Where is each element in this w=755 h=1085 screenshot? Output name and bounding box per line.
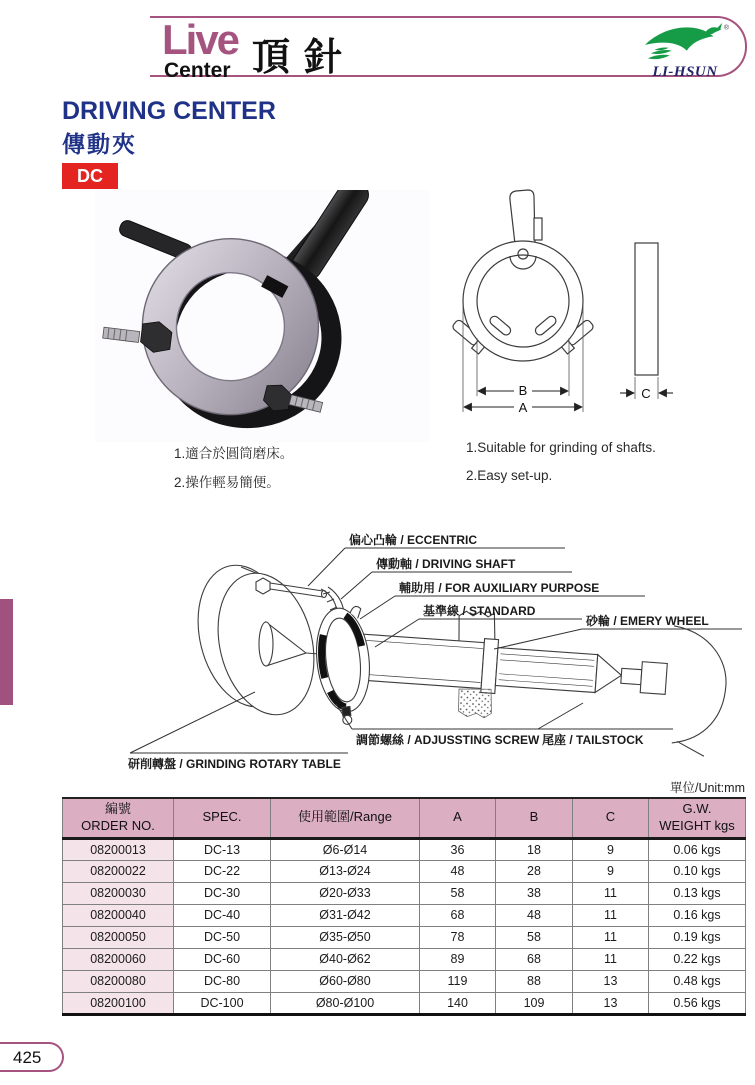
li-hsun-bird-icon (639, 22, 731, 62)
cell-order-no: 08200100 (63, 992, 174, 1014)
table-row (63, 926, 746, 948)
spec-table-wrap (62, 797, 745, 1016)
col-header-a: A (420, 798, 496, 838)
brand-live-text: Live (162, 16, 239, 63)
tailstock-body (666, 626, 730, 747)
cell-weight: 0.48 kgs (649, 970, 746, 992)
cell-spec: DC-100 (174, 992, 271, 1014)
cell-weight: 0.22 kgs (649, 948, 746, 970)
cell-a: 119 (420, 970, 496, 992)
brand-block (162, 18, 238, 80)
cell-b: 18 (496, 838, 573, 860)
feature-cn-2: 2.操作輕易簡便。 (174, 475, 280, 490)
features-en (466, 440, 656, 496)
label-tailstock: 尾座 / TAILSTOCK (542, 733, 644, 747)
label-eccentric: 偏心凸輪 / ECCENTRIC (349, 533, 478, 547)
cell-range: Ø31-Ø42 (271, 904, 420, 926)
cell-order-no: 08200060 (63, 948, 174, 970)
cell-spec: DC-40 (174, 904, 271, 926)
cell-c: 9 (573, 860, 649, 882)
cell-order-no: 08200030 (63, 882, 174, 904)
cell-a: 48 (420, 860, 496, 882)
page-number: 425 (0, 1042, 64, 1072)
cell-weight: 0.10 kgs (649, 860, 746, 882)
cell-weight: 0.16 kgs (649, 904, 746, 926)
cell-b: 109 (496, 992, 573, 1014)
workpiece-shaft (356, 634, 484, 689)
cell-weight: 0.56 kgs (649, 992, 746, 1014)
cell-range: Ø35-Ø50 (271, 926, 420, 948)
center-tip (595, 655, 623, 695)
section-tab-bar (0, 599, 13, 705)
cell-spec: DC-13 (174, 838, 271, 860)
label-emery-wheel: 砂輪 / EMERY WHEEL (586, 614, 709, 628)
cell-a: 78 (420, 926, 496, 948)
cell-b: 48 (496, 904, 573, 926)
label-standard: 基準線 / STANDARD (423, 604, 536, 618)
col-header-c: C (573, 798, 649, 838)
cell-range: Ø80-Ø100 (271, 992, 420, 1014)
col-header-weight: G.W. WEIGHT kgs (649, 798, 746, 838)
dim-label-a: A (518, 400, 528, 415)
registered-mark: ® (724, 24, 729, 32)
cell-c: 11 (573, 904, 649, 926)
cell-spec: DC-80 (174, 970, 271, 992)
label-auxiliary: 輔助用 / FOR AUXILIARY PURPOSE (399, 581, 600, 595)
eccentric-bolt (256, 578, 270, 594)
model-badge: DC (62, 163, 118, 189)
cell-weight: 0.13 kgs (649, 882, 746, 904)
col-header-range: 使用範圍/Range (271, 798, 420, 838)
unit-note: 單位/Unit:mm (669, 781, 745, 795)
brand-center-text: Center (164, 59, 231, 82)
cell-order-no: 08200080 (63, 970, 174, 992)
header-band (150, 16, 747, 82)
cell-range: Ø40-Ø62 (271, 948, 420, 970)
table-row (63, 948, 746, 970)
cell-b: 58 (496, 926, 573, 948)
table-row (63, 970, 746, 992)
side-view-plate (635, 243, 658, 375)
cell-range: Ø13-Ø24 (271, 860, 420, 882)
feature-en-2: 2.Easy set-up. (466, 468, 553, 483)
label-grinding-rotary-table: 研削轉盤 / GRINDING ROTARY TABLE (128, 757, 341, 771)
cell-a: 58 (420, 882, 496, 904)
cell-b: 28 (496, 860, 573, 882)
cell-range: Ø60-Ø80 (271, 970, 420, 992)
col-header-order-no: 編號 ORDER NO. (63, 798, 174, 838)
table-row (63, 860, 746, 882)
label-driving-shaft: 傳動軸 / DRIVING SHAFT (376, 557, 516, 571)
table-row (63, 838, 746, 860)
cell-range: Ø6-Ø14 (271, 838, 420, 860)
cell-b: 88 (496, 970, 573, 992)
cell-a: 36 (420, 838, 496, 860)
cell-spec: DC-50 (174, 926, 271, 948)
driving-center-ring (312, 606, 376, 727)
li-hsun-logo-text: LI-HSUN (652, 64, 718, 80)
cell-order-no: 08200022 (63, 860, 174, 882)
cell-c: 9 (573, 838, 649, 860)
header-title-cn: 頂針 (252, 37, 357, 79)
col-header-b: B (496, 798, 573, 838)
cell-range: Ø20-Ø33 (271, 882, 420, 904)
cell-c: 11 (573, 882, 649, 904)
table-row (63, 904, 746, 926)
cell-order-no: 08200050 (63, 926, 174, 948)
dim-label-b: B (518, 383, 528, 398)
table-row (63, 882, 746, 904)
emery-wheel-grit (457, 687, 493, 718)
cell-a: 68 (420, 904, 496, 926)
cell-c: 11 (573, 926, 649, 948)
cell-order-no: 08200013 (63, 838, 174, 860)
cell-b: 38 (496, 882, 573, 904)
cell-order-no: 08200040 (63, 904, 174, 926)
feature-cn-1: 1.適合於圓筒磨床。 (174, 446, 294, 461)
table-header-row (63, 798, 746, 838)
cell-a: 89 (420, 948, 496, 970)
feature-en-1: 1.Suitable for grinding of shafts. (466, 440, 656, 455)
features-cn (174, 442, 293, 500)
cell-weight: 0.06 kgs (649, 838, 746, 860)
product-photo (95, 190, 430, 442)
cell-spec: DC-22 (174, 860, 271, 882)
cell-spec: DC-30 (174, 882, 271, 904)
dim-label-c: C (641, 386, 651, 401)
cell-a: 140 (420, 992, 496, 1014)
label-adjusting-screw: 調節螺絲 / ADJUSSTING SCREW (356, 733, 540, 747)
cell-b: 68 (496, 948, 573, 970)
col-header-spec: SPEC. (174, 798, 271, 838)
cell-c: 13 (573, 970, 649, 992)
dimension-drawing (438, 186, 750, 440)
cell-spec: DC-60 (174, 948, 271, 970)
cell-c: 11 (573, 948, 649, 970)
page-title-en: DRIVING CENTER (62, 97, 276, 125)
cell-c: 13 (573, 992, 649, 1014)
cell-weight: 0.19 kgs (649, 926, 746, 948)
page-title-cn: 傳動夾 (62, 131, 137, 157)
spec-table (62, 797, 746, 1016)
table-row (63, 992, 746, 1014)
assembly-diagram (60, 526, 750, 778)
front-view-handle (510, 190, 535, 244)
li-hsun-logo (633, 22, 737, 81)
